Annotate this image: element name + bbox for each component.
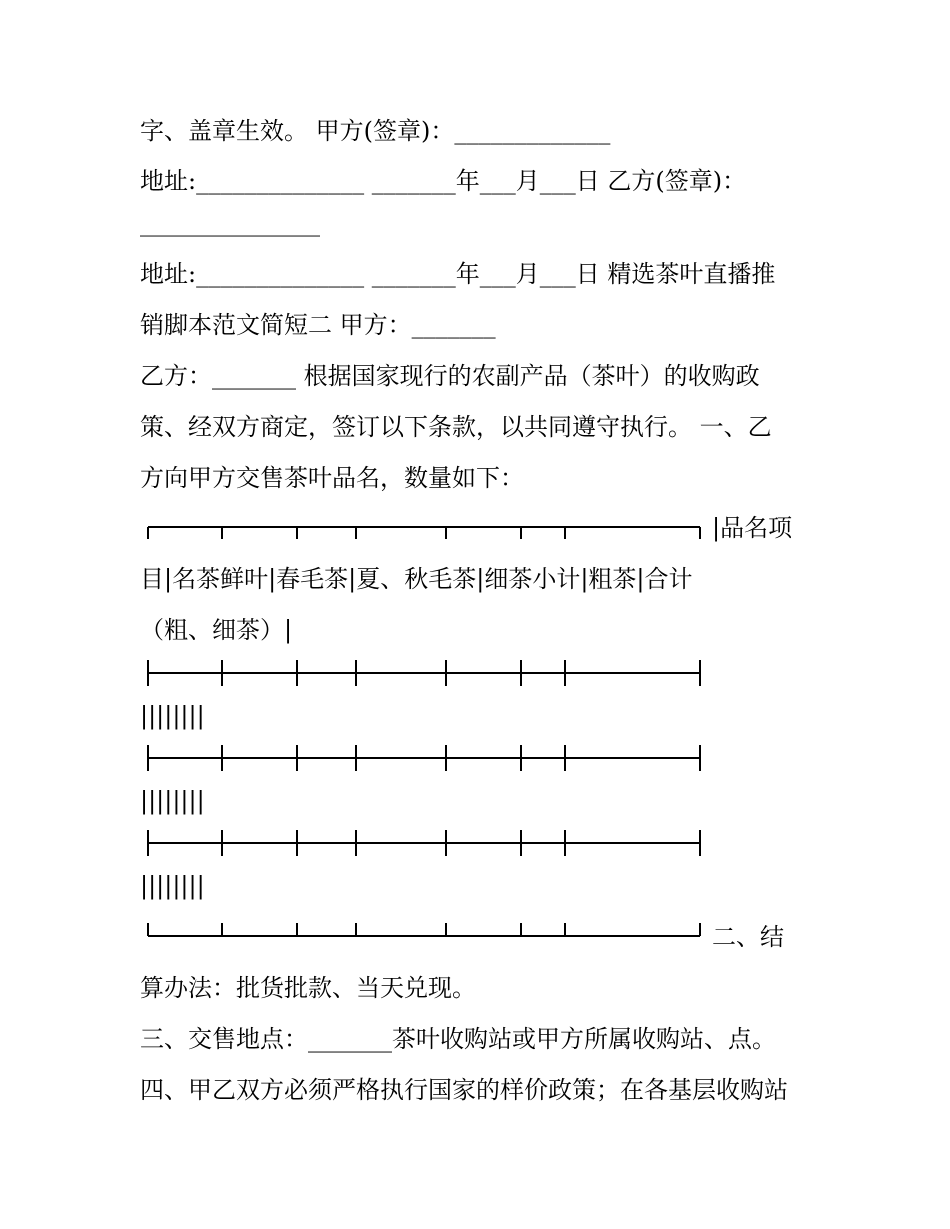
table-header-row-2: （粗、细茶）|	[140, 616, 293, 644]
text-line-6: 乙方：_______ 根据国家现行的农副产品（茶叶）的收购政	[140, 362, 760, 390]
text-line-after-1: 算办法：批货批款、当天兑现。	[140, 974, 476, 1002]
text-line-2: 地址:______________ _______年___月___日 乙方(签章)：	[140, 167, 747, 195]
text-line-1: 字、盖章生效。 甲方(签章)：_____________	[140, 117, 611, 145]
text-line-8: 方向甲方交售茶叶品名，数量如下：	[140, 464, 524, 492]
table-header-row: 目|名茶鲜叶|春毛茶|夏、秋毛茶|细茶小计|粗茶|合计	[140, 565, 693, 593]
text-line-after-2: 三、交售地点：_______茶叶收购站或甲方所属收购站、点。	[140, 1025, 776, 1053]
text-line-after-3: 四、甲乙双方必须严格执行国家的样价政策；在各基层收购站	[140, 1076, 788, 1104]
text-line-4: 地址:______________ _______年___月___日 精选茶叶直播推	[140, 260, 776, 288]
table-row: ||||||||	[140, 702, 205, 730]
table-footer-tail: 二、结	[712, 923, 784, 951]
text-line-5: 销脚本范文简短二 甲方：_______	[140, 311, 496, 339]
table-row: ||||||||	[140, 787, 205, 815]
table-row-separator-3	[140, 828, 705, 858]
table-row-separator-1	[140, 658, 705, 688]
text-line-7: 策、经双方商定，签订以下条款，以共同遵守执行。 一、乙	[140, 413, 772, 441]
table-header-tail: |品名项	[712, 514, 793, 542]
table-row: ||||||||	[140, 872, 205, 900]
table-row-separator-2	[140, 743, 705, 773]
table-top-border	[140, 513, 705, 543]
table-bottom-border	[140, 920, 705, 950]
text-line-3: _______________	[140, 209, 320, 237]
